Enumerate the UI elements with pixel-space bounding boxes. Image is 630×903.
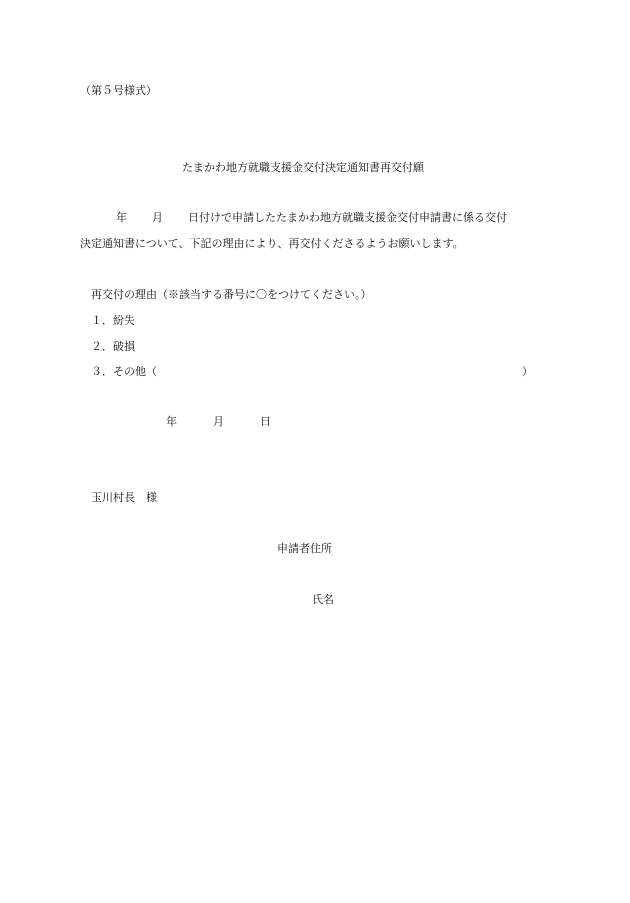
reason-heading: 再交付の理由（※該当する番号に〇をつけてください。） (91, 288, 372, 301)
reason-item-text: その他（ (113, 365, 157, 378)
applicant-address-label: 申請者住所 (277, 542, 332, 555)
reason-other-close-paren: ） (522, 365, 533, 378)
reason-item-number: ３． (91, 365, 113, 378)
date-year-unit: 年 (166, 415, 177, 428)
reason-item-text: 紛失 (113, 314, 135, 327)
form-number: （第５号様式） (80, 84, 157, 97)
addressee: 玉川村長 様 (91, 491, 157, 504)
intro-year-unit: 年 (116, 211, 127, 224)
intro-month-unit: 月 (152, 211, 163, 224)
reason-item-number: １． (91, 314, 113, 327)
date-month-unit: 月 (213, 415, 224, 428)
intro-line-1: 日付けで申請したたまかわ地方就職支援金交付申請書に係る交付 (188, 211, 507, 224)
document-title: たまかわ地方就職支援金交付決定通知書再交付願 (182, 161, 424, 174)
reason-item-1 (91, 314, 135, 328)
applicant-name-label: 氏名 (312, 593, 334, 606)
reason-item-text: 破損 (113, 340, 135, 353)
reason-item-number: ２． (91, 340, 113, 353)
reason-item-3 (91, 365, 157, 379)
reason-item-2 (91, 340, 135, 354)
date-day-unit: 日 (260, 415, 271, 428)
intro-line-2: 決定通知書について、下記の理由により、再交付くださるようお願いします。 (80, 237, 464, 250)
